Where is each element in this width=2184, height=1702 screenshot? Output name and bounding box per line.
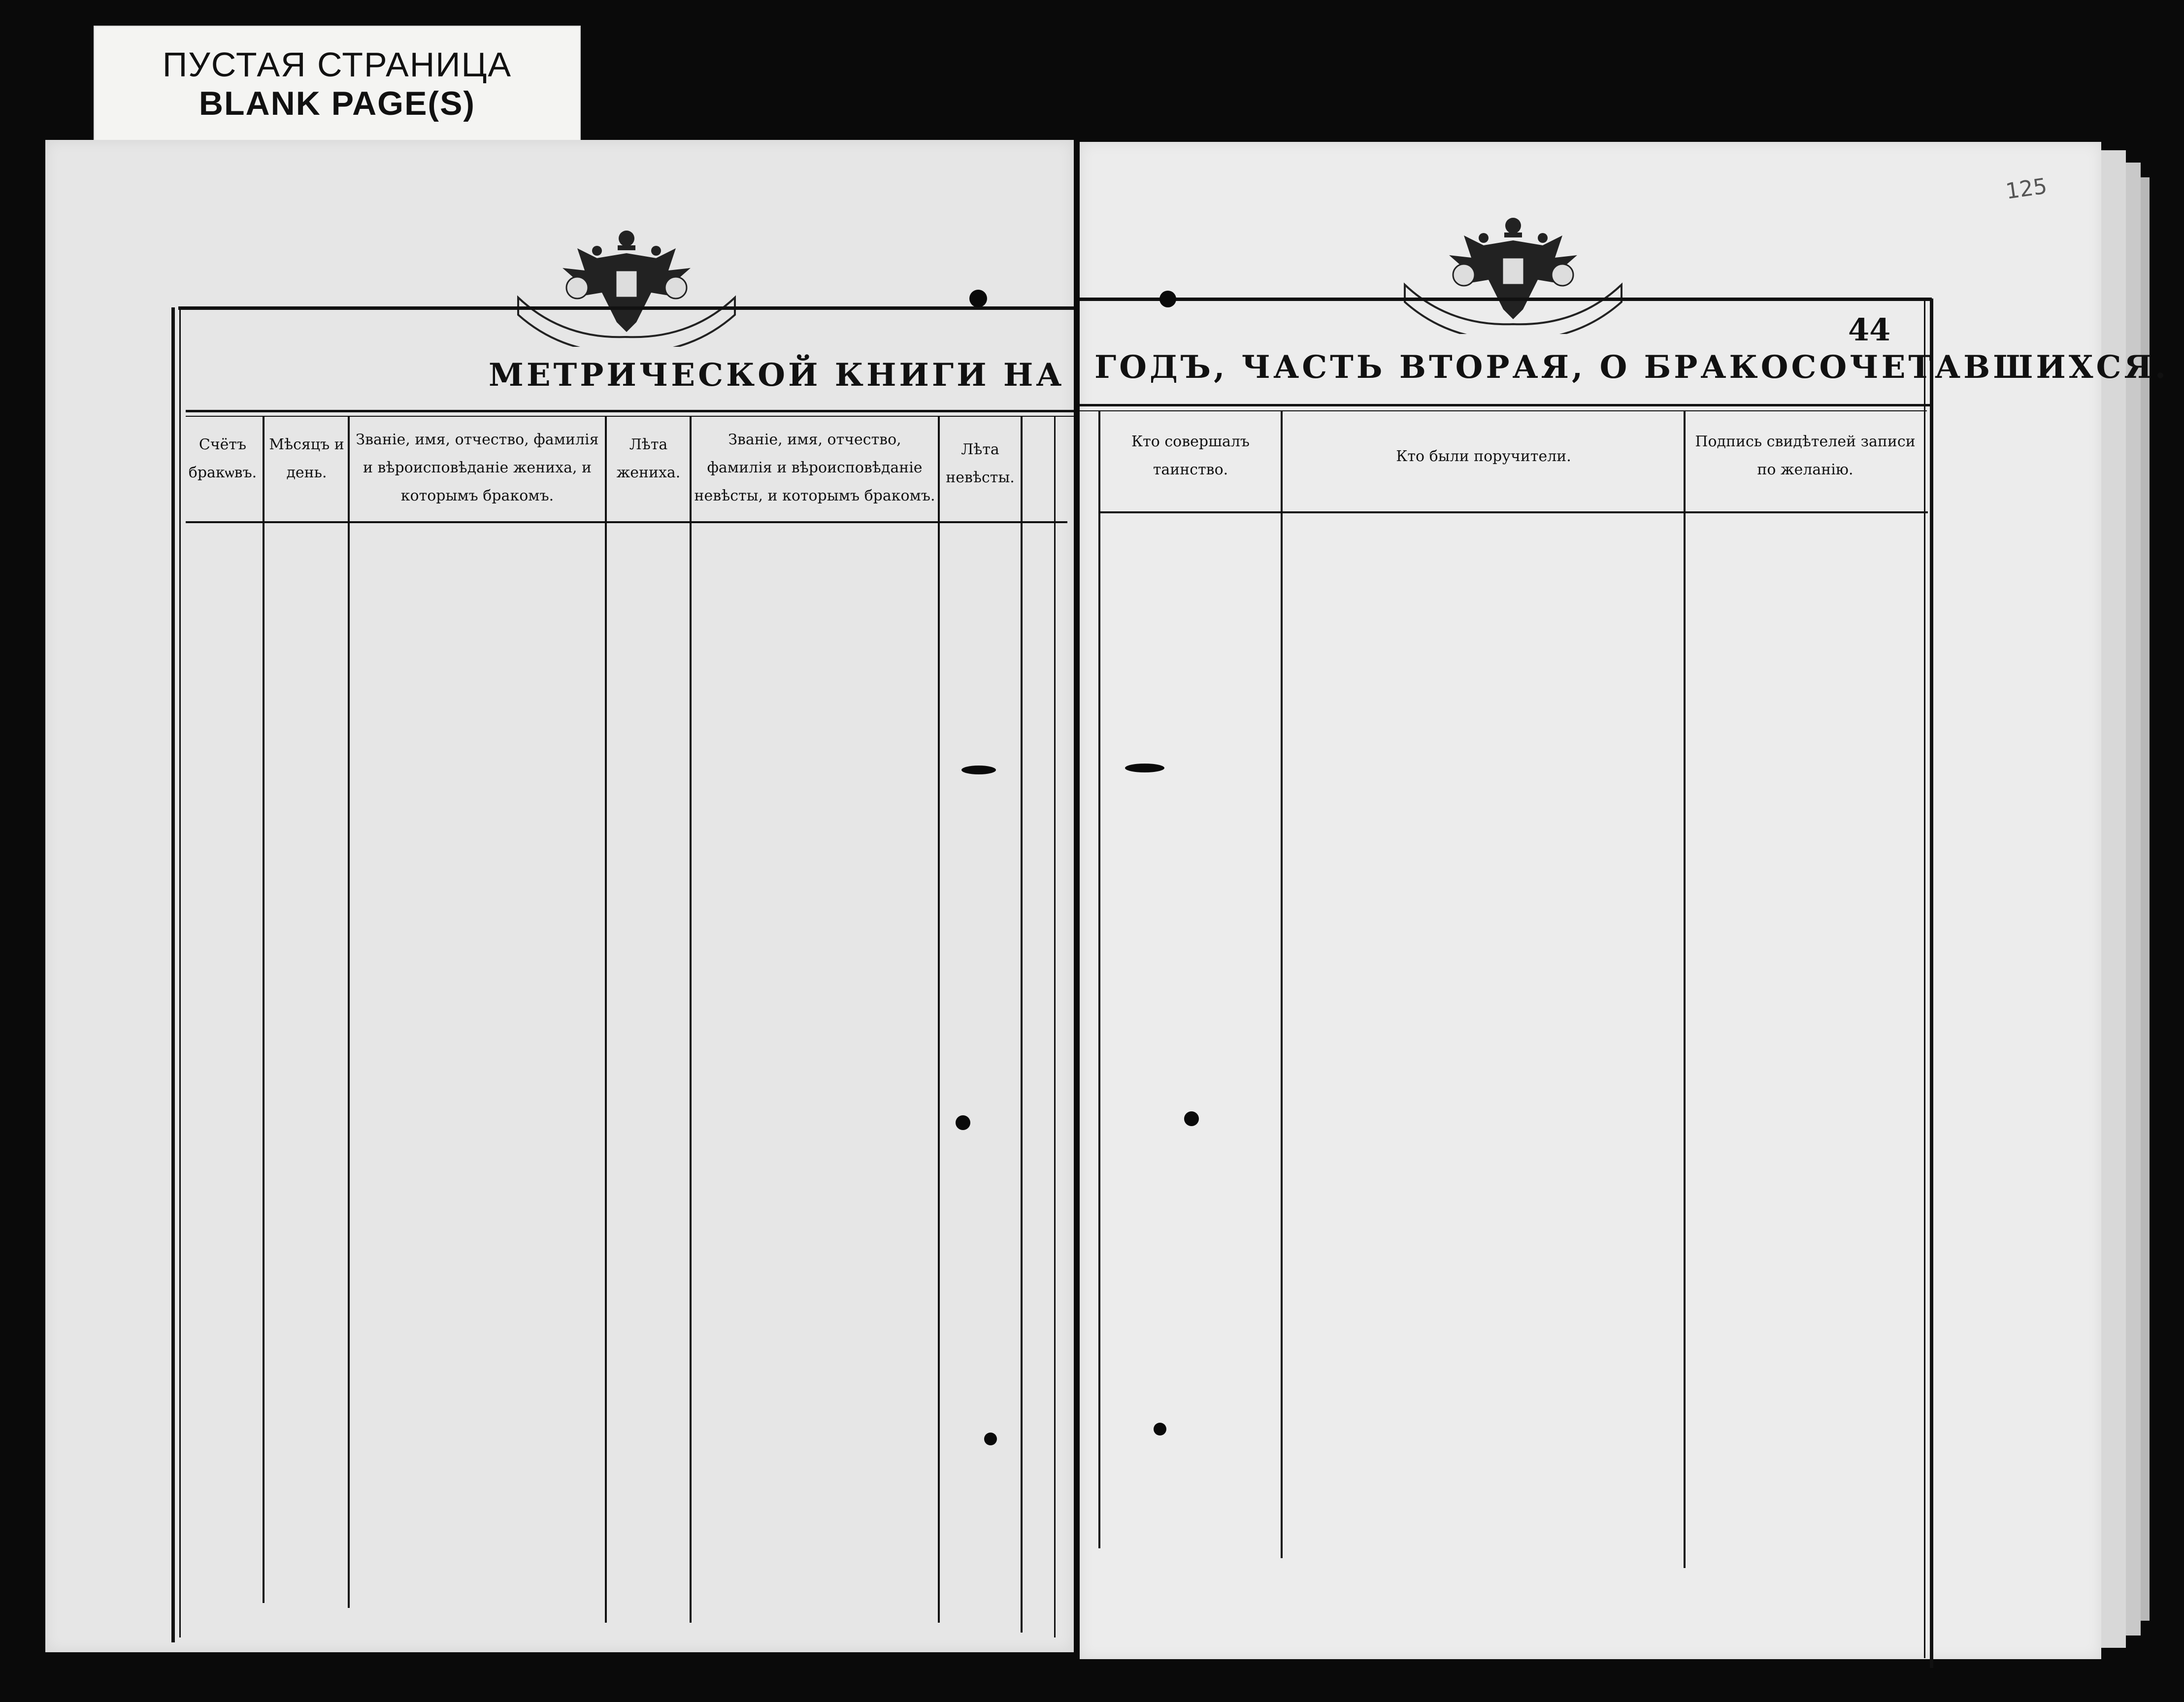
table-header-rule [1080, 404, 1932, 406]
table-header-rule [186, 410, 1074, 412]
table-top-border [178, 306, 1074, 310]
table-header-rule [1080, 410, 1927, 411]
column-divider [690, 416, 692, 1623]
register-title-continued: ГОДЪ, ЧАСТЬ ВТОРАЯ, О БРАКОСОЧЕТАВШИХСЯ. [1094, 349, 2169, 386]
archive-label-line1: ПУСТАЯ СТРАНИЦА [162, 45, 512, 84]
table-columns-rule [1099, 511, 1928, 513]
column-header-witness-signatures: Подпись свидѣтелей записи по желанію. [1695, 433, 1916, 478]
column-divider [1021, 416, 1023, 1633]
left-page [45, 140, 1074, 1652]
right-page [1080, 142, 2169, 1659]
column-divider [1684, 410, 1686, 1568]
table-top-border [1080, 298, 1932, 301]
column-header-bride-age: Лѣта невѣсты. [946, 441, 1015, 486]
column-header-marriage-count: Счётъ бракѡвъ. [188, 436, 257, 481]
column-header-groom-age: Лѣта жениха. [616, 436, 681, 481]
binding-hole [1159, 291, 1176, 307]
book-edge [2141, 177, 2150, 1621]
table-left-border [179, 307, 181, 1637]
binding-hole [961, 766, 996, 774]
binding-hole [969, 290, 987, 307]
column-divider [1281, 410, 1283, 1558]
table-columns-rule [186, 521, 1067, 523]
binding-hole [1154, 1423, 1166, 1435]
column-header-groom: Званіе, имя, отчество, фамилія и вѣроисповѣданіе жениха, и которымъ бракомъ. [356, 431, 599, 504]
column-divider [348, 416, 350, 1608]
column-header-month-day: Мѣсяцъ и день. [269, 436, 344, 481]
folio-number: 125 [2004, 173, 2049, 204]
table-header-rule [186, 416, 1074, 417]
column-header-bride: Званіе, имя, отчество, фамилія и вѣроисповѣданіе невѣсты, и которымъ бракомъ. [694, 431, 935, 504]
column-divider [1054, 416, 1056, 1637]
archive-label-line2: BLANK PAGE(S) [199, 85, 476, 123]
table-right-border [1924, 299, 1925, 1658]
imperial-eagle-emblem [1390, 211, 1636, 334]
table-right-border [1930, 299, 1933, 1668]
table-left-border [171, 307, 175, 1642]
binding-hole [956, 1115, 970, 1130]
imperial-eagle-emblem [503, 224, 750, 347]
column-header-guarantors: Кто были поручители. [1396, 448, 1571, 465]
archive-label [94, 26, 581, 142]
column-divider [263, 416, 265, 1603]
binding-hole [984, 1433, 997, 1445]
page-number: 44 [1848, 312, 1891, 348]
column-divider [938, 416, 940, 1623]
register-title: МЕТРИЧЕСКОЙ КНИГИ НА [489, 357, 1065, 394]
column-header-officiant: Кто совершалъ таинство. [1131, 433, 1250, 478]
column-divider [605, 416, 607, 1623]
binding-hole [1125, 764, 1164, 772]
binding-hole [1184, 1111, 1199, 1126]
column-divider [1098, 410, 1100, 1548]
